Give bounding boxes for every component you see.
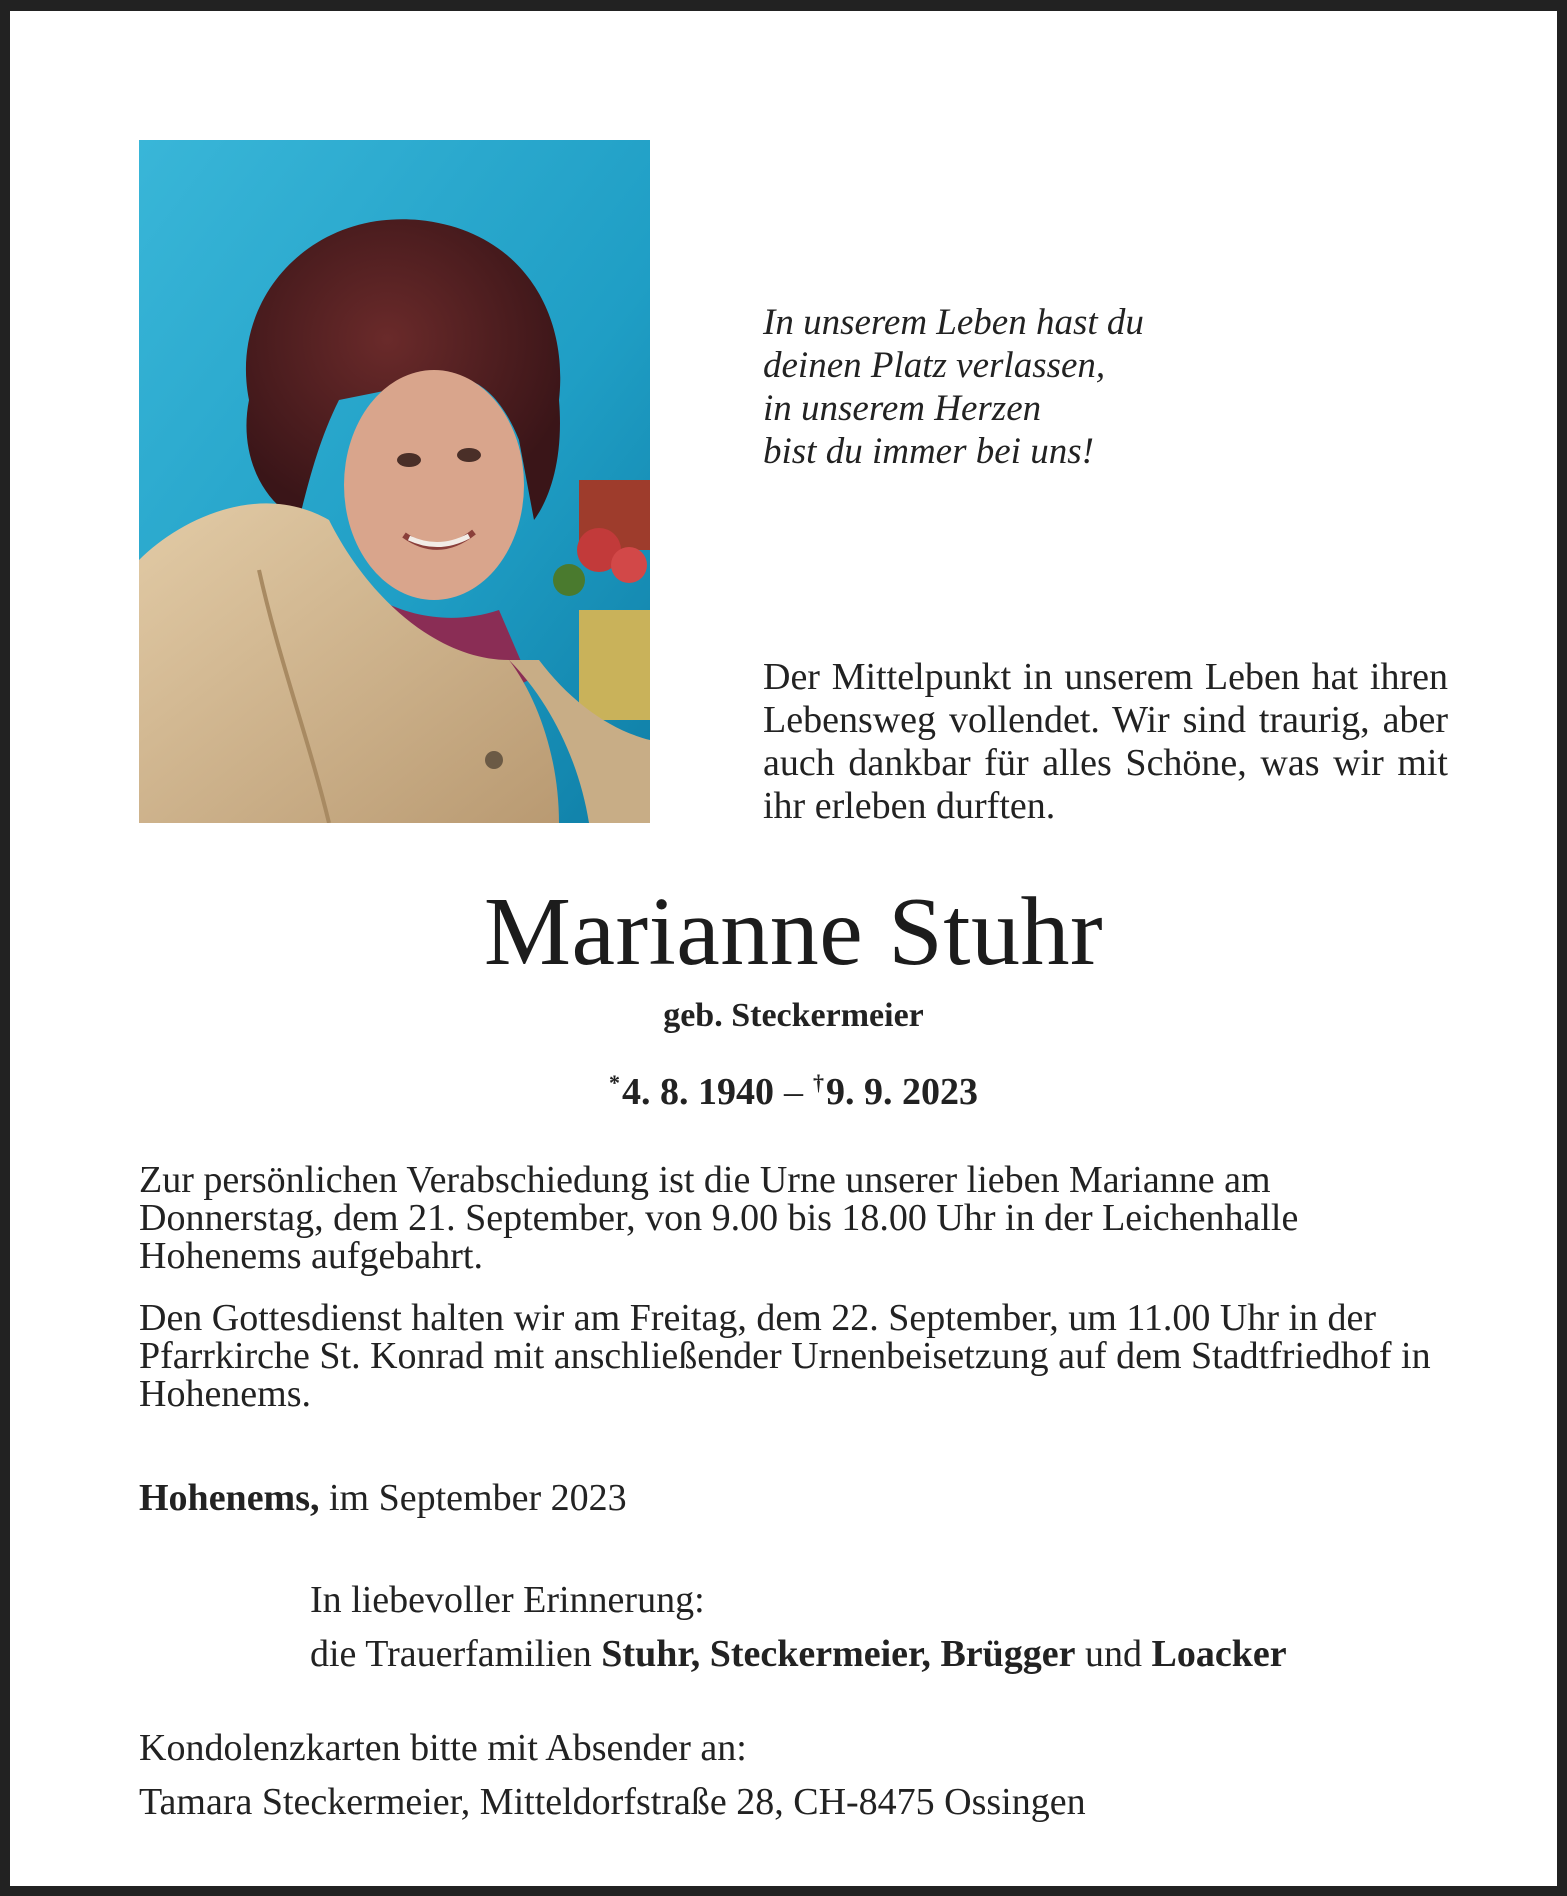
death-date: 9. 9. 2023 — [826, 1071, 978, 1113]
poem-line: In unserem Leben hast du — [763, 302, 1144, 343]
families-conjunction: und — [1085, 1633, 1143, 1675]
date-separator: – — [784, 1071, 803, 1113]
poem — [763, 301, 1223, 473]
death-symbol: † — [813, 1070, 824, 1095]
intro-text: Der Mittelpunkt in unserem Leben hat ihren Lebensweg vollendet. Wir sind traurig, aber auch dankbar für alles Schöne, was wir mit ihr erleben durften. — [763, 656, 1448, 827]
deceased-name: Marianne Stuhr — [483, 878, 1104, 986]
poem-line: deinen Platz verlassen, — [763, 345, 1106, 386]
memory-intro: In liebevoller Erinnerung: — [310, 1579, 705, 1621]
birth-date: 4. 8. 1940 — [622, 1071, 774, 1113]
condolence-note: Kondolenzkarten bitte mit Absender an: — [139, 1727, 747, 1769]
service-paragraph: Den Gottesdienst halten wir am Freitag, dem 22. September, um 11.00 Uhr in der Pfarrkirche St. Konrad mit anschließender Urnenbeisetzung auf dem Stadtfriedhof in Hohenems. — [139, 1297, 1431, 1415]
family-name: Brügger — [940, 1633, 1076, 1675]
portrait-photo-illustration — [139, 140, 650, 823]
families-prefix: die Trauerfamilien — [310, 1633, 592, 1675]
poem-line: bist du immer bei uns! — [763, 431, 1094, 472]
memory-block — [310, 1573, 1510, 1681]
condolence-address: Tamara Steckermeier, Mitteldorfstraße 28, CH-8475 Ossingen — [139, 1781, 1086, 1823]
mourning-families — [310, 1627, 1510, 1681]
birth-symbol: * — [609, 1070, 620, 1095]
family-name: Steckermeier, — [709, 1633, 931, 1675]
maiden-name: geb. Steckermeier — [663, 997, 924, 1034]
place-month: im September 2023 — [329, 1477, 627, 1519]
place-town: Hohenems, — [139, 1477, 320, 1519]
condolence-block — [139, 1721, 1439, 1829]
place-date — [139, 1476, 1039, 1520]
life-dates — [10, 1061, 1567, 1114]
family-name: Stuhr, — [601, 1633, 701, 1675]
family-name: Loacker — [1151, 1633, 1287, 1675]
portrait-photo — [139, 140, 650, 823]
viewing-paragraph: Zur persönlichen Verabschiedung ist die Urne unserer lieben Marianne am Donnerstag, dem 21. September, von 9.00 bis 18.00 Uhr in der Leichenhalle Hohenems aufgebahrt. — [139, 1159, 1299, 1277]
poem-line: in unserem Herzen — [763, 388, 1042, 429]
